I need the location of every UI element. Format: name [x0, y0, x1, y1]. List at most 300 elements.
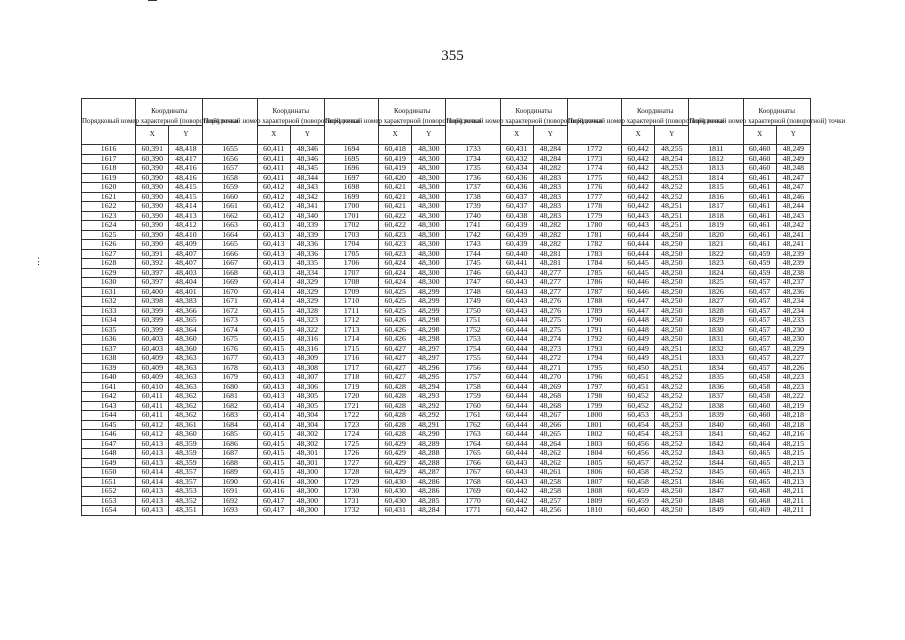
cell-y-value: 48,258	[533, 477, 567, 487]
cell-point-number: 1781	[567, 230, 621, 240]
cell-point-number: 1648	[82, 449, 136, 459]
cell-x-value: 60,460	[743, 145, 776, 155]
cell-x-value: 60,447	[622, 297, 655, 307]
cell-x-value: 60,390	[136, 221, 169, 231]
cell-y-value: 48,237	[776, 278, 810, 288]
cell-y-value: 48,257	[533, 496, 567, 506]
cell-x-value: 60,442	[622, 145, 655, 155]
cell-y-value: 48,308	[290, 363, 324, 373]
cell-y-value: 48,304	[290, 420, 324, 430]
cell-x-value: 60,414	[257, 278, 290, 288]
cell-x-value: 60,451	[622, 382, 655, 392]
cell-y-value: 48,242	[776, 221, 810, 231]
cell-point-number: 1664	[203, 230, 257, 240]
cell-x-value: 60,427	[379, 373, 412, 383]
cell-x-value: 60,398	[136, 297, 169, 307]
cell-point-number: 1639	[82, 363, 136, 373]
cell-y-value: 48,300	[290, 496, 324, 506]
cell-y-value: 48,213	[776, 468, 810, 478]
cell-y-value: 48,383	[169, 297, 203, 307]
cell-point-number: 1653	[82, 496, 136, 506]
table-row	[82, 449, 811, 459]
cell-point-number: 1665	[203, 240, 257, 250]
cell-y-value: 48,401	[169, 287, 203, 297]
table-row	[82, 221, 811, 231]
cell-point-number: 1808	[567, 487, 621, 497]
cell-x-value: 60,414	[257, 420, 290, 430]
cell-point-number: 1792	[567, 335, 621, 345]
cell-point-number: 1683	[203, 411, 257, 421]
cell-x-value: 60,461	[743, 211, 776, 221]
cell-point-number: 1734	[446, 154, 500, 164]
cell-y-value: 48,270	[533, 373, 567, 383]
cell-y-value: 48,301	[290, 458, 324, 468]
cell-x-value: 60,413	[257, 249, 290, 259]
table-row	[82, 392, 811, 402]
cell-y-value: 48,241	[776, 230, 810, 240]
header-x: X	[743, 126, 776, 145]
cell-point-number: 1799	[567, 401, 621, 411]
cell-x-value: 60,459	[743, 268, 776, 278]
cell-y-value: 48,250	[655, 259, 689, 269]
cell-x-value: 60,461	[743, 183, 776, 193]
cell-y-value: 48,363	[169, 354, 203, 364]
cell-y-value: 48,276	[533, 306, 567, 316]
cell-point-number: 1708	[324, 278, 378, 288]
cell-x-value: 60,456	[622, 439, 655, 449]
cell-point-number: 1716	[324, 354, 378, 364]
cell-x-value: 60,447	[622, 306, 655, 316]
cell-point-number: 1813	[689, 164, 743, 174]
header-y: Y	[776, 126, 810, 145]
cell-point-number: 1729	[324, 477, 378, 487]
cell-point-number: 1652	[82, 487, 136, 497]
cell-y-value: 48,252	[655, 382, 689, 392]
cell-point-number: 1735	[446, 164, 500, 174]
cell-y-value: 48,250	[655, 278, 689, 288]
cell-x-value: 60,412	[257, 211, 290, 221]
cell-y-value: 48,289	[412, 439, 446, 449]
cell-point-number: 1714	[324, 335, 378, 345]
cell-point-number: 1802	[567, 430, 621, 440]
cell-x-value: 60,413	[136, 506, 169, 516]
cell-y-value: 48,252	[655, 449, 689, 459]
header-point-number: Порядковый номер характерной (поворотной) точки	[203, 99, 257, 145]
cell-x-value: 60,411	[257, 145, 290, 155]
cell-point-number: 1625	[82, 230, 136, 240]
cell-x-value: 60,443	[500, 278, 533, 288]
cell-y-value: 48,239	[776, 259, 810, 269]
cell-y-value: 48,253	[655, 411, 689, 421]
cell-y-value: 48,305	[290, 392, 324, 402]
cell-y-value: 48,294	[412, 382, 446, 392]
cell-y-value: 48,249	[776, 145, 810, 155]
cell-x-value: 60,460	[743, 154, 776, 164]
cell-x-value: 60,465	[743, 449, 776, 459]
table-row	[82, 164, 811, 174]
cell-y-value: 48,300	[412, 230, 446, 240]
cell-y-value: 48,233	[776, 316, 810, 326]
cell-x-value: 60,442	[500, 496, 533, 506]
cell-point-number: 1822	[689, 249, 743, 259]
cell-x-value: 60,444	[500, 316, 533, 326]
cell-point-number: 1738	[446, 192, 500, 202]
cell-y-value: 48,272	[533, 354, 567, 364]
cell-y-value: 48,351	[169, 506, 203, 516]
cell-point-number: 1731	[324, 496, 378, 506]
cell-point-number: 1743	[446, 240, 500, 250]
cell-x-value: 60,461	[743, 221, 776, 231]
cell-x-value: 60,391	[136, 249, 169, 259]
cell-x-value: 60,416	[257, 477, 290, 487]
table-row	[82, 192, 811, 202]
cell-y-value: 48,247	[776, 173, 810, 183]
cell-y-value: 48,218	[776, 420, 810, 430]
cell-y-value: 48,413	[169, 211, 203, 221]
cell-x-value: 60,445	[622, 268, 655, 278]
cell-point-number: 1630	[82, 278, 136, 288]
cell-point-number: 1757	[446, 373, 500, 383]
cell-point-number: 1789	[567, 306, 621, 316]
cell-x-value: 60,457	[743, 287, 776, 297]
cell-point-number: 1633	[82, 306, 136, 316]
cell-y-value: 48,300	[412, 240, 446, 250]
cell-x-value: 60,427	[379, 344, 412, 354]
table-row	[82, 154, 811, 164]
cell-point-number: 1726	[324, 449, 378, 459]
cell-y-value: 48,261	[533, 468, 567, 478]
cell-x-value: 60,411	[136, 392, 169, 402]
cell-y-value: 48,299	[412, 287, 446, 297]
cell-x-value: 60,444	[622, 249, 655, 259]
cell-y-value: 48,264	[533, 439, 567, 449]
header-y: Y	[533, 126, 567, 145]
cell-y-value: 48,290	[412, 430, 446, 440]
cell-y-value: 48,213	[776, 458, 810, 468]
cell-x-value: 60,457	[743, 335, 776, 345]
cell-point-number: 1768	[446, 477, 500, 487]
table-row	[82, 373, 811, 383]
cell-x-value: 60,459	[743, 249, 776, 259]
table-row	[82, 506, 811, 516]
cell-point-number: 1643	[82, 401, 136, 411]
cell-y-value: 48,366	[169, 306, 203, 316]
cell-point-number: 1832	[689, 344, 743, 354]
cell-y-value: 48,250	[655, 268, 689, 278]
cell-point-number: 1618	[82, 164, 136, 174]
cell-y-value: 48,247	[776, 183, 810, 193]
cell-x-value: 60,461	[743, 202, 776, 212]
cell-x-value: 60,444	[500, 354, 533, 364]
cell-y-value: 48,229	[776, 344, 810, 354]
cell-y-value: 48,250	[655, 306, 689, 316]
cell-point-number: 1709	[324, 287, 378, 297]
cell-x-value: 60,413	[136, 458, 169, 468]
cell-y-value: 48,415	[169, 183, 203, 193]
cell-y-value: 48,288	[412, 458, 446, 468]
cell-x-value: 60,415	[257, 306, 290, 316]
cell-point-number: 1776	[567, 183, 621, 193]
cell-x-value: 60,421	[379, 202, 412, 212]
cell-y-value: 48,252	[655, 468, 689, 478]
cell-point-number: 1754	[446, 344, 500, 354]
cell-point-number: 1623	[82, 211, 136, 221]
cell-point-number: 1721	[324, 401, 378, 411]
cell-y-value: 48,250	[655, 230, 689, 240]
cell-y-value: 48,284	[412, 506, 446, 516]
cell-y-value: 48,250	[655, 506, 689, 516]
cell-x-value: 60,390	[136, 211, 169, 221]
cell-x-value: 60,409	[136, 363, 169, 373]
cell-x-value: 60,413	[257, 354, 290, 364]
cell-x-value: 60,428	[379, 420, 412, 430]
cell-y-value: 48,253	[655, 420, 689, 430]
cell-point-number: 1827	[689, 297, 743, 307]
cell-x-value: 60,443	[500, 268, 533, 278]
cell-y-value: 48,353	[169, 487, 203, 497]
cell-x-value: 60,458	[622, 468, 655, 478]
cell-x-value: 60,461	[743, 173, 776, 183]
cell-x-value: 60,428	[379, 392, 412, 402]
table-row	[82, 297, 811, 307]
cell-y-value: 48,282	[533, 164, 567, 174]
cell-x-value: 60,403	[136, 344, 169, 354]
cell-y-value: 48,284	[533, 145, 567, 155]
cell-point-number: 1761	[446, 411, 500, 421]
cell-point-number: 1646	[82, 430, 136, 440]
cell-x-value: 60,444	[500, 344, 533, 354]
cell-y-value: 48,251	[655, 363, 689, 373]
cell-point-number: 1657	[203, 164, 257, 174]
cell-point-number: 1824	[689, 268, 743, 278]
cell-y-value: 48,300	[412, 268, 446, 278]
header-point-number: Порядковый номер характерной (поворотной) точки	[446, 99, 500, 145]
cell-y-value: 48,342	[290, 192, 324, 202]
cell-point-number: 1702	[324, 221, 378, 231]
cell-x-value: 60,459	[622, 496, 655, 506]
cell-point-number: 1693	[203, 506, 257, 516]
cell-y-value: 48,346	[290, 154, 324, 164]
cell-point-number: 1787	[567, 287, 621, 297]
cell-x-value: 60,409	[136, 354, 169, 364]
cell-y-value: 48,360	[169, 430, 203, 440]
cell-y-value: 48,359	[169, 458, 203, 468]
cell-x-value: 60,413	[257, 221, 290, 231]
cell-point-number: 1836	[689, 382, 743, 392]
cell-point-number: 1672	[203, 306, 257, 316]
cell-point-number: 1748	[446, 287, 500, 297]
cell-y-value: 48,300	[412, 259, 446, 269]
cell-point-number: 1797	[567, 382, 621, 392]
cell-point-number: 1620	[82, 183, 136, 193]
cell-y-value: 48,301	[290, 449, 324, 459]
cell-point-number: 1682	[203, 401, 257, 411]
cell-y-value: 48,236	[776, 287, 810, 297]
cell-y-value: 48,316	[290, 335, 324, 345]
cell-y-value: 48,258	[533, 487, 567, 497]
cell-y-value: 48,329	[290, 297, 324, 307]
cell-x-value: 60,434	[500, 164, 533, 174]
cell-y-value: 48,362	[169, 392, 203, 402]
cell-point-number: 1660	[203, 192, 257, 202]
cell-point-number: 1719	[324, 382, 378, 392]
cell-point-number: 1670	[203, 287, 257, 297]
cell-point-number: 1755	[446, 354, 500, 364]
header-x: X	[379, 126, 412, 145]
cell-x-value: 60,415	[257, 430, 290, 440]
cell-point-number: 1744	[446, 249, 500, 259]
cell-point-number: 1679	[203, 373, 257, 383]
cell-point-number: 1619	[82, 173, 136, 183]
cell-y-value: 48,249	[776, 154, 810, 164]
cell-point-number: 1800	[567, 411, 621, 421]
cell-point-number: 1794	[567, 354, 621, 364]
cell-x-value: 60,439	[500, 240, 533, 250]
cell-point-number: 1798	[567, 392, 621, 402]
header-coordinates: Координаты	[136, 99, 203, 126]
cell-y-value: 48,246	[776, 192, 810, 202]
cell-y-value: 48,277	[533, 287, 567, 297]
cell-point-number: 1805	[567, 458, 621, 468]
cell-point-number: 1740	[446, 211, 500, 221]
cell-point-number: 1715	[324, 344, 378, 354]
cell-point-number: 1788	[567, 297, 621, 307]
cell-point-number: 1790	[567, 316, 621, 326]
cell-x-value: 60,436	[500, 183, 533, 193]
cell-y-value: 48,251	[655, 211, 689, 221]
cell-y-value: 48,244	[776, 202, 810, 212]
cell-point-number: 1629	[82, 268, 136, 278]
cell-point-number: 1692	[203, 496, 257, 506]
cell-y-value: 48,407	[169, 249, 203, 259]
table-row	[82, 173, 811, 183]
cell-point-number: 1636	[82, 335, 136, 345]
cell-point-number: 1674	[203, 325, 257, 335]
margin-marks: ⋮	[34, 256, 43, 266]
cell-x-value: 60,440	[500, 249, 533, 259]
cell-point-number: 1736	[446, 173, 500, 183]
cell-x-value: 60,421	[379, 183, 412, 193]
cell-y-value: 48,234	[776, 306, 810, 316]
table-body	[82, 145, 811, 516]
cell-point-number: 1645	[82, 420, 136, 430]
cell-x-value: 60,439	[500, 221, 533, 231]
cell-x-value: 60,431	[500, 145, 533, 155]
table-row	[82, 439, 811, 449]
cell-y-value: 48,250	[655, 325, 689, 335]
cell-point-number: 1681	[203, 392, 257, 402]
cell-x-value: 60,461	[743, 230, 776, 240]
table-row	[82, 363, 811, 373]
cell-point-number: 1786	[567, 278, 621, 288]
cell-point-number: 1662	[203, 211, 257, 221]
cell-x-value: 60,456	[622, 449, 655, 459]
cell-x-value: 60,421	[379, 192, 412, 202]
cell-point-number: 1669	[203, 278, 257, 288]
cell-y-value: 48,223	[776, 382, 810, 392]
cell-point-number: 1637	[82, 344, 136, 354]
cell-point-number: 1690	[203, 477, 257, 487]
cell-y-value: 48,250	[655, 287, 689, 297]
header-y: Y	[290, 126, 324, 145]
table-row	[82, 183, 811, 193]
cell-point-number: 1727	[324, 458, 378, 468]
cell-y-value: 48,218	[776, 411, 810, 421]
cell-y-value: 48,252	[655, 192, 689, 202]
cell-point-number: 1756	[446, 363, 500, 373]
cell-point-number: 1704	[324, 240, 378, 250]
cell-x-value: 60,412	[136, 430, 169, 440]
cell-x-value: 60,452	[622, 401, 655, 411]
cell-point-number: 1770	[446, 496, 500, 506]
cell-x-value: 60,411	[136, 411, 169, 421]
cell-x-value: 60,426	[379, 335, 412, 345]
cell-x-value: 60,458	[743, 392, 776, 402]
cell-point-number: 1848	[689, 496, 743, 506]
table-row	[82, 458, 811, 468]
cell-point-number: 1640	[82, 373, 136, 383]
cell-y-value: 48,323	[290, 316, 324, 326]
cell-point-number: 1676	[203, 344, 257, 354]
cell-x-value: 60,444	[500, 439, 533, 449]
cell-x-value: 60,413	[136, 496, 169, 506]
cell-x-value: 60,457	[743, 306, 776, 316]
cell-x-value: 60,412	[136, 420, 169, 430]
cell-point-number: 1829	[689, 316, 743, 326]
cell-point-number: 1698	[324, 183, 378, 193]
cell-x-value: 60,424	[379, 259, 412, 269]
cell-y-value: 48,412	[169, 221, 203, 231]
cell-y-value: 48,300	[412, 221, 446, 231]
table-row	[82, 202, 811, 212]
cell-x-value: 60,430	[379, 477, 412, 487]
cell-point-number: 1741	[446, 221, 500, 231]
cell-x-value: 60,437	[500, 192, 533, 202]
cell-x-value: 60,465	[743, 477, 776, 487]
cell-y-value: 48,251	[655, 354, 689, 364]
cell-y-value: 48,360	[169, 335, 203, 345]
cell-x-value: 60,422	[379, 221, 412, 231]
cell-y-value: 48,298	[412, 335, 446, 345]
cell-y-value: 48,403	[169, 268, 203, 278]
cell-y-value: 48,275	[533, 316, 567, 326]
cell-point-number: 1701	[324, 211, 378, 221]
cell-point-number: 1785	[567, 268, 621, 278]
coordinates-table-wrapper	[81, 98, 846, 516]
cell-y-value: 48,295	[412, 373, 446, 383]
cell-y-value: 48,219	[776, 401, 810, 411]
cell-x-value: 60,460	[743, 411, 776, 421]
cell-point-number: 1758	[446, 382, 500, 392]
cell-point-number: 1624	[82, 221, 136, 231]
cell-y-value: 48,282	[533, 221, 567, 231]
cell-x-value: 60,403	[136, 335, 169, 345]
cell-point-number: 1767	[446, 468, 500, 478]
cell-x-value: 60,460	[622, 506, 655, 516]
cell-point-number: 1844	[689, 458, 743, 468]
cell-y-value: 48,328	[290, 306, 324, 316]
cell-x-value: 60,414	[257, 287, 290, 297]
cell-y-value: 48,250	[655, 335, 689, 345]
cell-y-value: 48,251	[655, 202, 689, 212]
cell-x-value: 60,399	[136, 325, 169, 335]
cell-x-value: 60,424	[379, 268, 412, 278]
cell-x-value: 60,429	[379, 439, 412, 449]
cell-y-value: 48,275	[533, 325, 567, 335]
cell-x-value: 60,448	[622, 325, 655, 335]
cell-y-value: 48,359	[169, 449, 203, 459]
cell-y-value: 48,360	[169, 344, 203, 354]
